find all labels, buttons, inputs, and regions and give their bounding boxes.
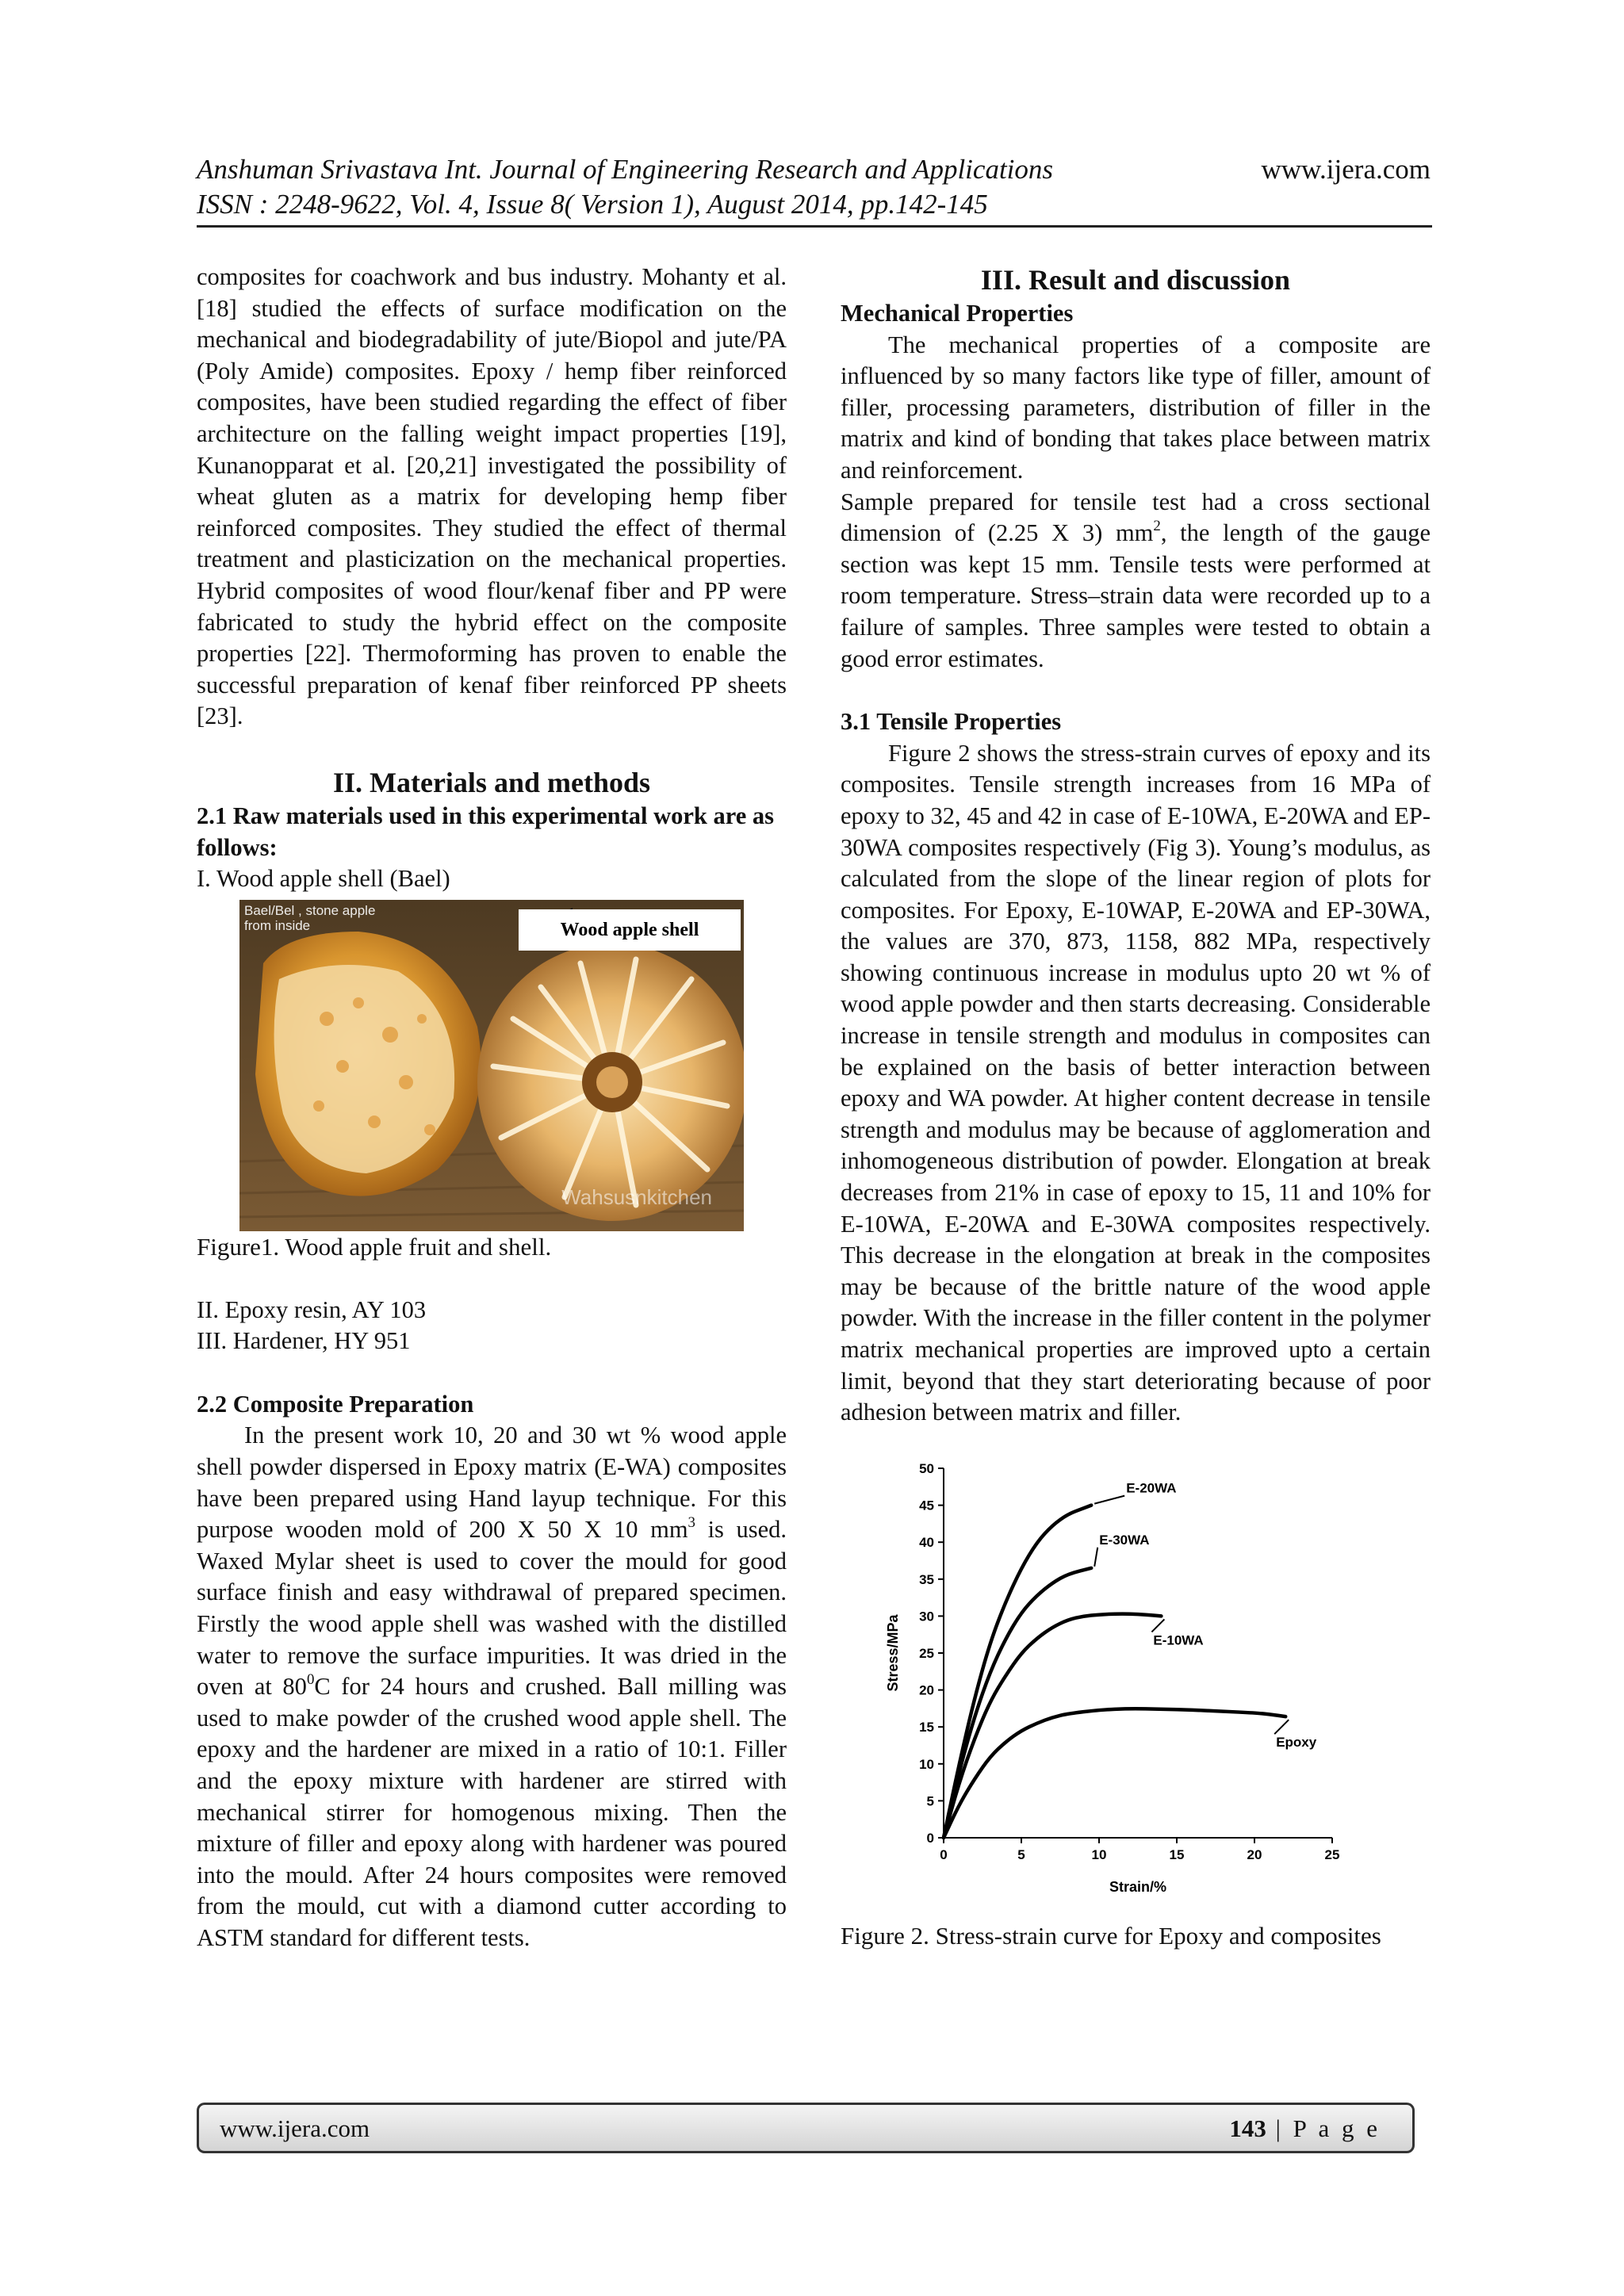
wood-apple-shell-callout: Wood apple shell [519, 909, 741, 951]
series-label-e-10wa: E-10WA [1153, 1632, 1204, 1648]
x-tick-label: 5 [1017, 1846, 1025, 1862]
tensile-properties-paragraph: Figure 2 shows the stress-strain curves of epoxy and its composites. Tensile strength increases from 16 MPa of epoxy to 32, 45 and 42 in case of E-10WA, E-20WA and EP-30WA composites respectively (Fig 3). Young’s modulus, as calculated from the slope of the linear region of plots for composites. For Epoxy, E-10WAP, E-20WA and EP-30WA, the values are 370, 873, 1158, 882 MPa, respectively showing continuous increase in modulus upto 20 wt % of wood apple powder and then starts decreasing. Considerable increase in tensile strength and modulus in composites can be explained on the basis of better interaction between epoxy and WA powder. At higher content decrease in tensile strength and modulus may be because of agglomeration and inhomogeneous distribution of powder. Elongation at break decreases from 21% in case of epoxy to 15, 11 and 10% for E-10WA, E-20WA and E-30WA composites respectively. This decrease in the elongation at break in the composites may be because of the brittle nature of the wood apple powder. With the increase in the filler content in the polymer matrix mechanical properties are improved upto a certain limit, beyond that they start deteriorating because of poor adhesion between matrix and filler. [841, 739, 1431, 1426]
subsection-2-1-heading: 2.1 Raw materials used in this experimental work are as follows: [197, 802, 774, 861]
raw-material-item-3: III. Hardener, HY 951 [197, 1327, 411, 1355]
y-tick-label: 35 [919, 1571, 934, 1587]
right-column [841, 262, 1431, 1952]
raw-material-item-1: I. Wood apple shell (Bael) [197, 865, 450, 893]
stress-strain-chart [841, 1452, 1431, 1920]
photo-watermark: Wahsusnkitchen [561, 1185, 712, 1210]
y-tick-label: 25 [919, 1645, 934, 1661]
page-footer [197, 2103, 1415, 2153]
series-line-e-20wa [944, 1505, 1091, 1837]
annotation-leader-e-10wa [1151, 1619, 1164, 1632]
annotation-leader-e-20wa [1094, 1495, 1124, 1503]
x-tick-label: 0 [940, 1846, 948, 1862]
header-rule [197, 225, 1432, 228]
y-tick-label: 0 [926, 1830, 934, 1846]
series-line-e-10wa [944, 1613, 1161, 1837]
figure-1-caption: Figure1. Wood apple fruit and shell. [197, 1232, 552, 1261]
series-line-epoxy [944, 1709, 1285, 1838]
annotation-leader-epoxy [1274, 1720, 1289, 1734]
x-axis-label: Strain/% [1109, 1878, 1167, 1895]
header-issn-line: ISSN : 2248-9622, Vol. 4, Issue 8( Version 1), August 2014, pp.142-145 [197, 189, 988, 220]
x-tick-label: 15 [1169, 1846, 1185, 1862]
x-tick-label: 10 [1091, 1846, 1107, 1862]
y-tick-label: 50 [919, 1460, 934, 1476]
running-header [197, 152, 1431, 222]
series-line-e-30wa [944, 1568, 1091, 1838]
x-tick-label: 20 [1247, 1846, 1262, 1862]
composite-preparation-paragraph: In the present work 10, 20 and 30 wt % wood apple shell powder dispersed in Epoxy matrix (E-WA) composites have been prepared using Hand layup technique. For this purpose wooden mold of 200 X 50 X 10 $mm^3$ is used. Waxed Mylar sheet is used to cover the mould for good surface finish and easy withdrawal of prepared specimen. Firstly the wood apple shell was washed with the distilled water to remove the surface impurities. It was dried in the oven at $80^0C$ for 24 hours and crushed. Ball milling was used to make powder of the crushed wood apple shell. The epoxy and the hardener are mixed in a ratio of 10:1. Filler and the epoxy mixture with hardener are stirred with mechanical stirrer for homogenous mixing. Then the mixture of filler and epoxy along with hardener was poured into the mould. After 24 hours composites were removed from the mould, cut with a diamond cutter according to ASTM standard for different tests. [197, 1422, 787, 1951]
subsection-3-1-heading: 3.1 Tensile Properties [841, 708, 1062, 736]
y-axis-label: Stress/MPa [885, 1614, 901, 1692]
mechanical-properties-paragraph: The mechanical properties of a composite are influenced by so many factors like type of filler, amount of filler, processing parameters, distribution of filler in the matrix and kind of bonding that takes place between matrix and reinforcement. [841, 331, 1431, 484]
section-2-heading: II. Materials and methods [332, 766, 650, 798]
series-label-epoxy: Epoxy [1276, 1734, 1317, 1750]
x-tick-label: 25 [1324, 1846, 1340, 1862]
subsection-2-2-heading: 2.2 Composite Preparation [197, 1390, 474, 1418]
page-number: 143 [1229, 2114, 1266, 2142]
y-tick-label: 5 [926, 1793, 934, 1809]
series-label-e-30wa: E-30WA [1099, 1532, 1150, 1548]
photo-source-tag: Bael/Bel , stone apple from inside [244, 902, 376, 933]
header-journal-line: Anshuman Srivastava Int. Journal of Engineering Research and Applications [197, 154, 1054, 185]
series-label-e-20wa: E-20WA [1126, 1480, 1177, 1496]
y-tick-label: 15 [919, 1719, 934, 1735]
tensile-sample-paragraph: Sample prepared for tensile test had a cross sectional dimension of (2.25 X 3) $mm^2$, the length of the gauge section was kept 15 mm. Tensile tests were performed at room temperature. Stress–strain data were recorded up to a failure of samples. Three samples were tested to obtain a good error estimates. [841, 488, 1431, 672]
mechanical-properties-heading: Mechanical Properties [841, 300, 1074, 327]
y-tick-label: 45 [919, 1498, 934, 1513]
wood-apple-photo [239, 900, 744, 1231]
raw-material-item-2: II. Epoxy resin, AY 103 [197, 1295, 427, 1323]
y-tick-label: 20 [919, 1682, 934, 1698]
y-tick-label: 40 [919, 1534, 934, 1550]
footer-page-indicator [1229, 2111, 1381, 2146]
footer-website[interactable]: www.ijera.com [220, 2114, 370, 2142]
annotation-leader-e-30wa [1094, 1548, 1097, 1567]
page-label: | P a g e [1266, 2114, 1381, 2142]
intro-paragraph: composites for coachwork and bus industry. Mohanty et al. [18] studied the effects of surface modification on the mechanical and biodegradability of jute/Biopol and jute/PA (Poly Amide) composites. Epoxy / hemp fiber reinforced composites, have been studied regarding the effect of fiber architecture on the falling weight impact properties [19], Kunanopparat et al. [20,21] investigated the possibility of wheat gluten as a matrix for developing hemp fiber reinforced composites. They studied the effect of thermal treatment and plasticization on the mechanical properties. Hybrid composites of wood flour/kenaf fiber and PP were fabricated to study the hybrid effect on the composite properties [22]. Thermoforming has proven to enable the successful preparation of kenaf fiber reinforced PP sheets [23]. [197, 263, 787, 730]
figure-2-caption: Figure 2. Stress-strain curve for Epoxy and composites [841, 1921, 1381, 1950]
left-column [197, 262, 787, 1954]
section-3-heading: III. Result and discussion [980, 264, 1291, 296]
y-tick-label: 30 [919, 1609, 934, 1624]
header-website[interactable]: www.ijera.com [1261, 154, 1431, 185]
y-tick-label: 10 [919, 1756, 934, 1772]
